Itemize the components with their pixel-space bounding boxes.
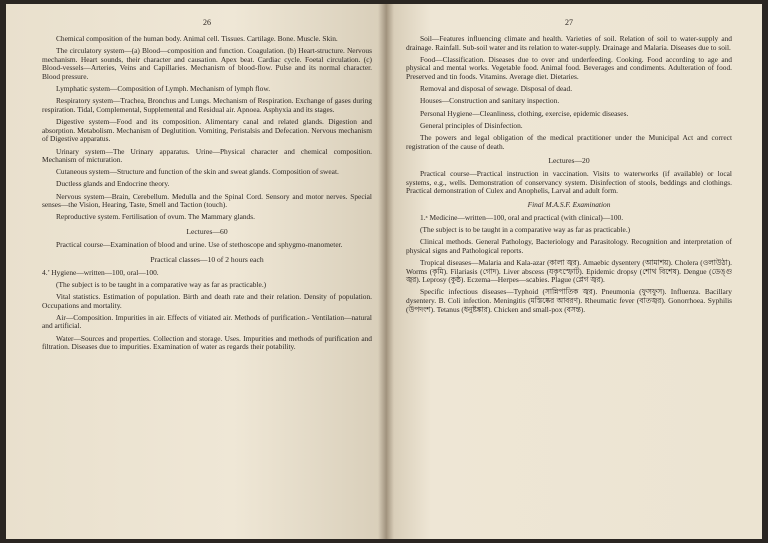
- paragraph: Ductless glands and Endocrine theory.: [56, 179, 170, 189]
- practical-course: Practical course—Practical instruction in vaccination. Visits to waterworks (if available) or local systems, e.g., wells. Demonstration of conservancy system. Disinfection of stools, beddings and clothings. Practical demonstration of Culex and Anophelis, Larval and adult form.: [406, 169, 732, 196]
- paragraph: Cutaneous system—Structure and function of the skin and sweat glands. Composition of sweat.: [56, 167, 339, 177]
- paragraph: General principles of Disinfection.: [420, 120, 523, 130]
- clinical-methods: Clinical methods. General Pathology, Bacteriology and Parasitology. Recognition and interpretation of physical signs and Pathological reports.: [406, 237, 732, 255]
- air-section: Air—Composition. Impurities in air. Effects of vitiated air. Methods of purification.- Ventilation—natural and artificial.: [42, 312, 372, 331]
- practical-classes: Practical classes—10 of 2 hours each: [150, 254, 264, 264]
- paragraph: Respiratory system—Trachea, Bronchus and Lungs. Mechanism of Respiration. Exchange of gases during respiration. Tidal, Complemental, Supplemental and Residual air. Apnoea. Asphyxia and its stages.: [42, 96, 372, 114]
- paragraph: The powers and legal obligation of the medical practitioner under the Municipal Act and correct registration of the cause of death.: [406, 132, 732, 151]
- page-number-left: 26: [203, 18, 211, 27]
- paragraph: The circulatory system—(a) Blood—composition and function. Coagulation. (b) Heart-structure. Nervous mechanism. Heart sounds, their character and causation. Apex beat. Cardiac cycle. Foetal circulation. (c) Blood-vessels—Arteries, Veins and Capillaries. Mechanism of blood-flow. Pulse and its normal character. Blood pressure.: [42, 46, 372, 81]
- vital-statistics: Vital statistics. Estimation of population. Birth and death rate and their relation. Density of population. Occupations and mortality.: [42, 292, 372, 310]
- paragraph: Digestive system—Food and its composition. Alimentary canal and related glands. Digestion and absorption. Metabolism. Mechanism of Deglutition. Vomiting, Peristalsis and Defecation. Nervous mechanism of Digestive apparatus.: [42, 117, 372, 144]
- left-page: [6, 4, 386, 539]
- medicine-note: (The subject is to be taught in a comparative way as far as practicable.): [420, 225, 631, 235]
- hygiene-note: (The subject is to be taught in a comparative way as far as practicable.): [56, 279, 267, 289]
- paragraph: Urinary system—The Urinary apparatus. Urine—Physical character and chemical composition. Mechanism of micturation.: [42, 146, 372, 165]
- paragraph: Food—Classification. Diseases due to over and underfeeding. Cooking. Food according to age and physical and mental works. Vegetable food. Animal food. Beverages and condiments. Adulteration of food. Preserved and tin foods. Vitamins. Average diet. Dietaries.: [406, 54, 732, 81]
- book-gutter: [378, 4, 394, 539]
- paragraph: Soil—Features influencing climate and health. Varieties of soil. Relation of soil to water-supply and drainage. Rainfall. Sub-soil water and its relation to water-supply. Drainage and Malaria. Diseases due to soil.: [406, 34, 732, 52]
- paragraph: Chemical composition of the human body. Animal cell. Tissues. Cartilage. Bone. Muscle. Skin.: [56, 34, 338, 43]
- page-number-right: 27: [565, 18, 573, 27]
- paragraph: Lymphatic system—Composition of Lymph. Mechanism of lymph flow.: [56, 84, 271, 94]
- tropical-diseases: Tropical diseases—Malaria and Kala-azar (কালা জ্বর). Amaebic dysentery (আমাশয়). Cholera (ওলাউঠা). Worms (কৃমি). Filariasis (গোদ). Liver abscess (যকৃৎস্ফোট). Epidemic dropsy (শোথ বিশেষ). Dengue (ডেঙ্গু জ্বর). Leprosy (কুষ্ঠ). Eczema—Herpes—scabies. Plague (প্লেগ জ্বর).: [406, 258, 732, 285]
- lectures-heading: Lectures—60: [186, 227, 228, 237]
- paragraph: Removal and disposal of sewage. Disposal of dead.: [420, 84, 573, 94]
- paragraph: Reproductive system. Fertilisation of ovum. The Mammary glands.: [56, 212, 255, 222]
- book-spread: [6, 4, 762, 539]
- hygiene-title: 4.’ Hygiene—written—100, oral—100.: [42, 267, 159, 277]
- medicine-title: 1.ˣ Medicine—written—100, oral and practical (with clinical)—100.: [420, 212, 624, 222]
- paragraph: Nervous system—Brain, Cerebellum. Medulla and the Spinal Cord. Sensory and motor nerves. Special senses—the Vision, Hearing, Taste, Smell and Taction (touch).: [42, 191, 372, 210]
- water-section: Water—Sources and properties. Collection and storage. Uses. Impurities and methods of purification and filtration. Diseases due to impurities. Examination of water as regards their potability.: [42, 333, 372, 352]
- lectures-heading: Lectures—20: [548, 156, 590, 166]
- practical-course: Practical course—Examination of blood and urine. Use of stethoscope and sphygmo-manometer.: [56, 240, 343, 250]
- exam-heading: Final M.A.S.F. Examination: [527, 199, 611, 209]
- paragraph: Personal Hygiene—Cleanliness, clothing, exercise, epidemic diseases.: [420, 108, 629, 118]
- specific-infectious-diseases: Specific infectious diseases—Typhoid (সান্নিপাতিক জ্বর). Pneumonia (ফুসফুস). Influenza. Bacillary dysentery. B. Coli infection. Meningitis (মস্তিষ্কের আবরণ). Rheumatic fever (বাতজ্বর). Gonorrhoea. Syphilis (উপদংশ). Tetanus (ধনুষ্টঙ্কার). Chicken and small-pox (বসন্ত).: [406, 287, 732, 314]
- paragraph: Houses—Construction and sanitary inspection.: [420, 96, 560, 106]
- right-page: [386, 4, 762, 539]
